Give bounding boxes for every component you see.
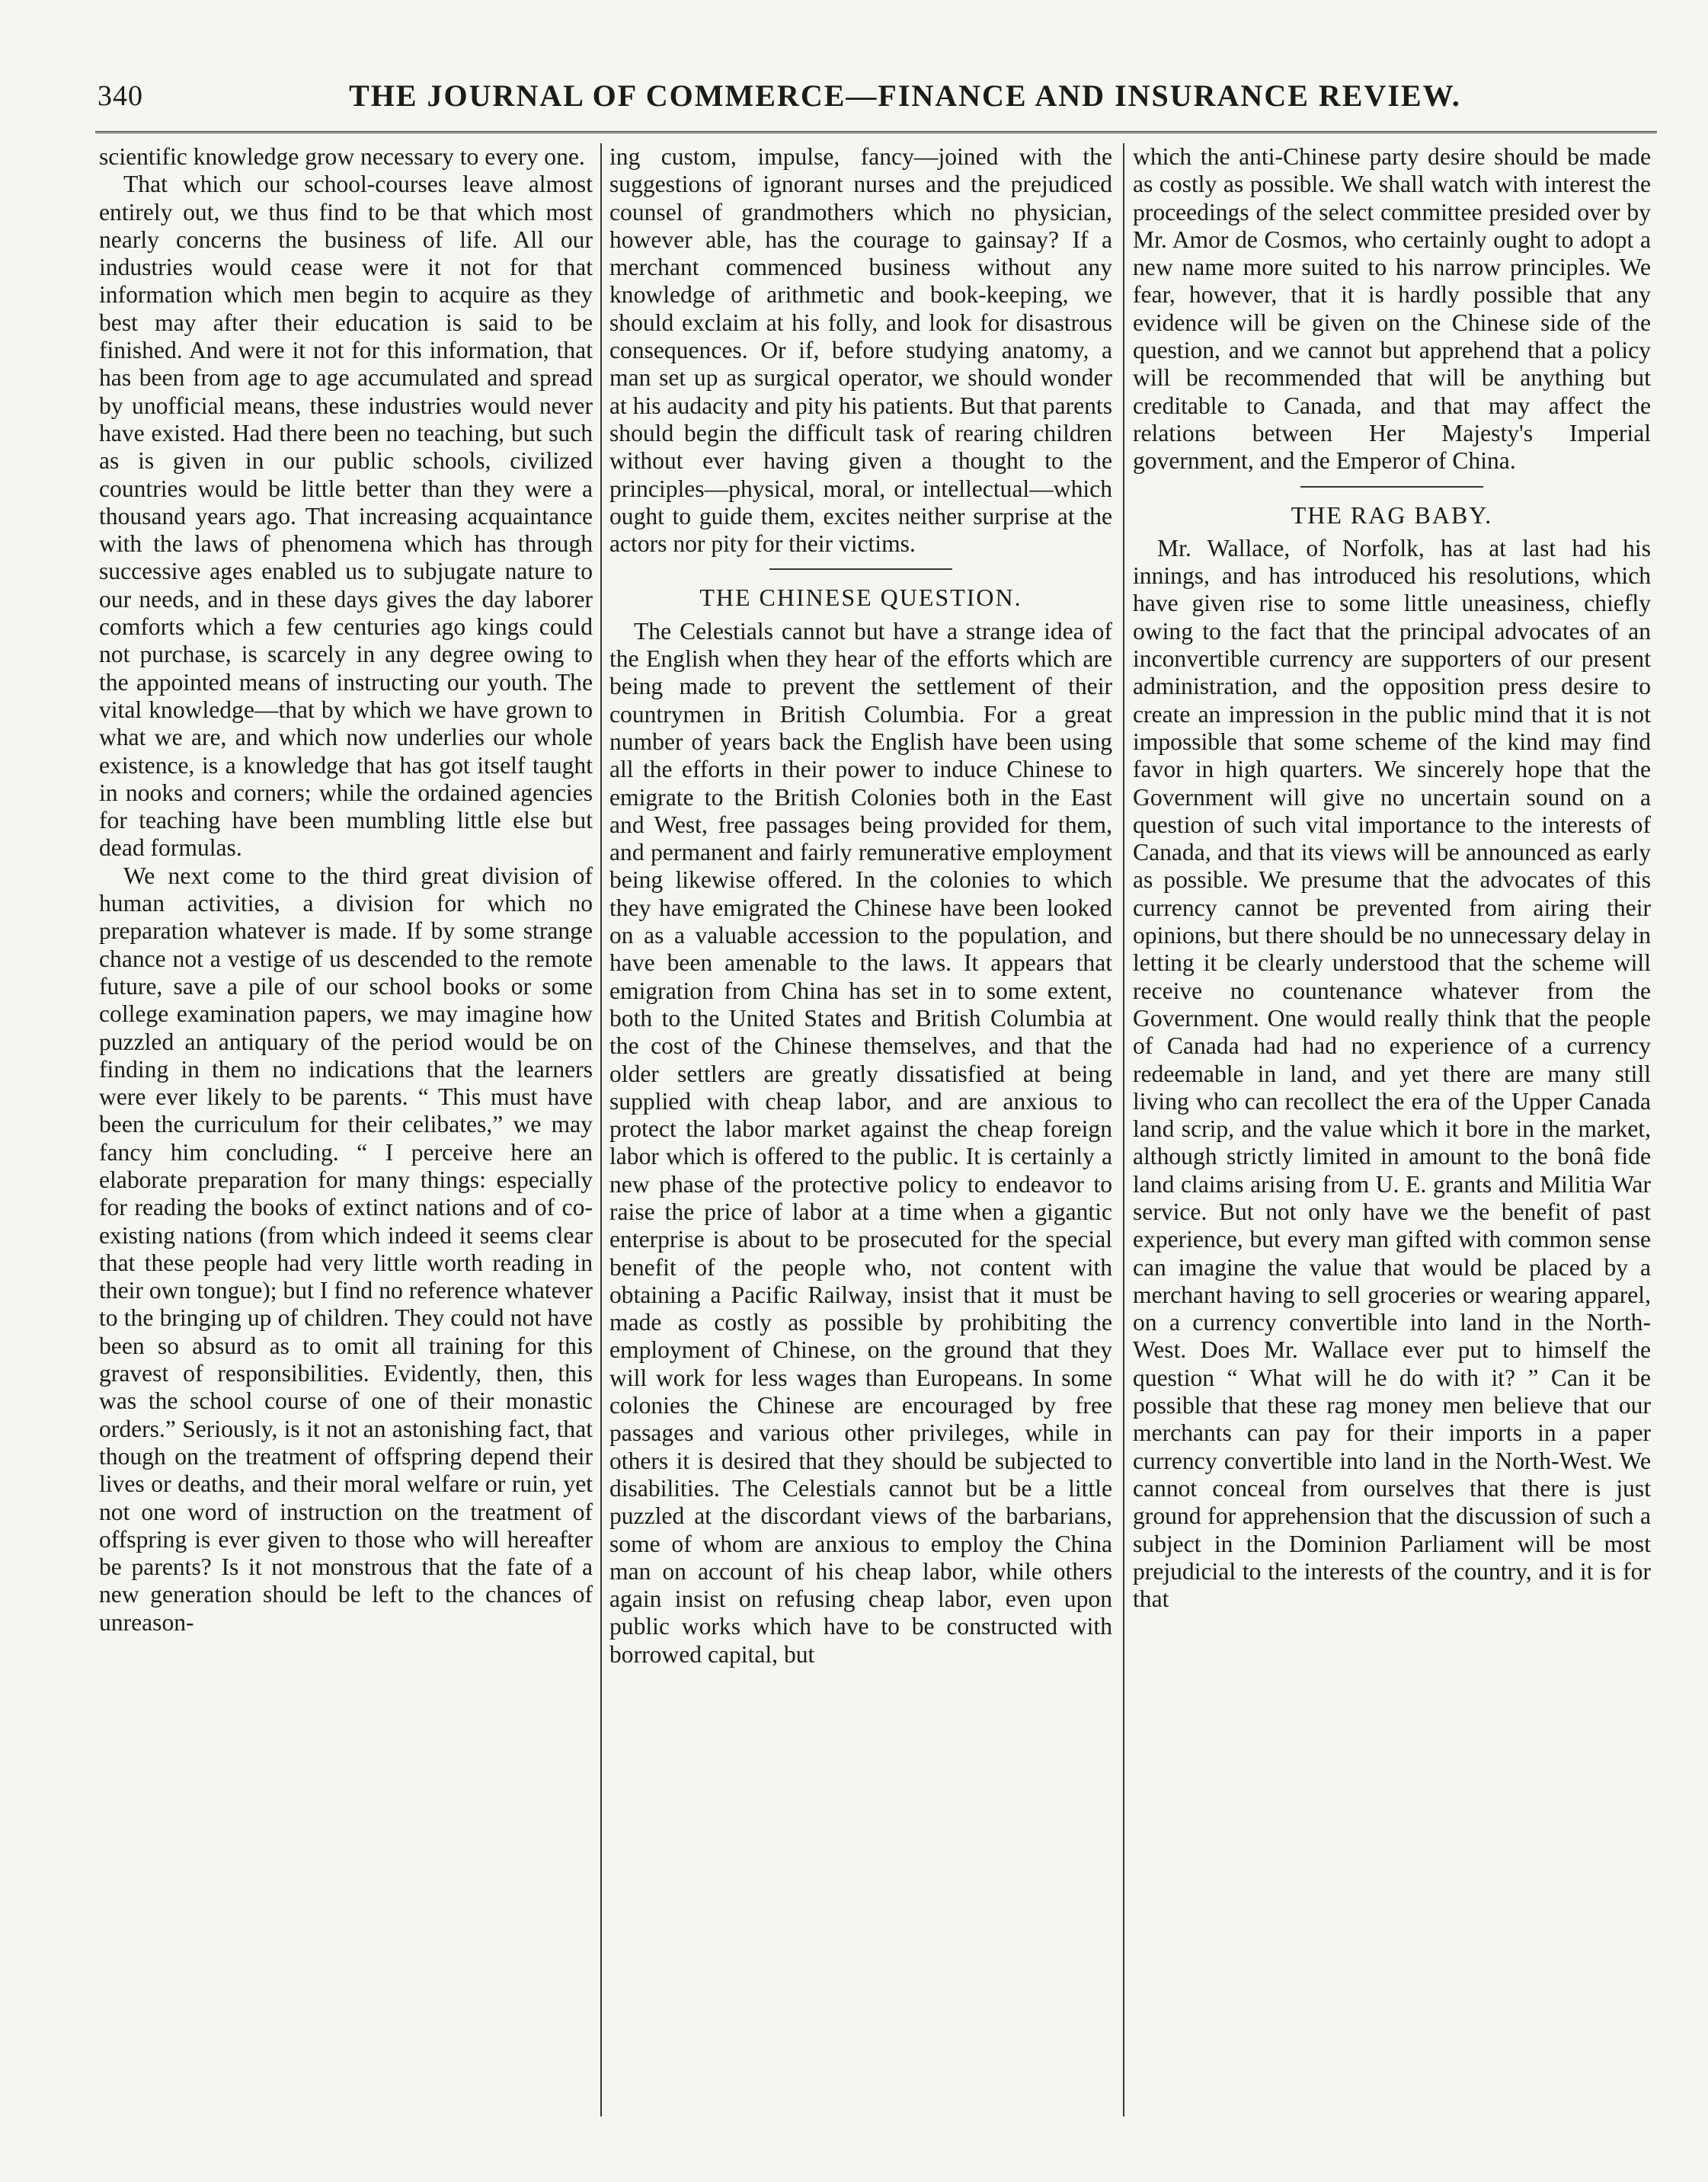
column-3-paragraph-1: which the anti-Chinese party desire should be made as costly as possible. We shall watch with interest the proceedings of the select committee presided over by Mr. Amor de Cosmos, who certainly ought to adopt a new name more suited to his narrow principles. We fear, however, that it is hardly possible that any evidence will be given on the Chinese side of the question, and we cannot but apprehend that a policy will be recommended that will be anything but creditable to Canada, and that may affect the relations between Her Majesty's Imperial government, and the Emperor of China. (1133, 143, 1651, 475)
page-number: 340 (98, 80, 143, 112)
section-separator (1300, 486, 1483, 488)
column-2-paragraph-1: ing custom, impulse, fancy—joined with the suggestions of ignorant nurses and the prejudiced counsel of grandmothers which no physician, however able, has the courage to gainsay? If a merchant commenced business without any knowledge of arithmetic and book-keeping, we should exclaim at his folly, and look for disastrous consequences. Or if, before studying anatomy, a man set up as surgical operator, we should wonder at his audacity and pity his patients. But that parents should begin the difficult task of rearing children without ever having given a thought to the principles—physical, moral, or intellectual—which ought to guide them, excites neither surprise at the actors nor pity for their victims. (609, 143, 1112, 558)
header-rule (95, 131, 1657, 133)
chinese-question-heading: THE CHINESE QUESTION. (699, 584, 1022, 612)
column-1-paragraph-1: scientific knowledge grow necessary to every one. (99, 143, 585, 170)
column-2 (609, 143, 1112, 2124)
column-2-paragraph-2: The Celestials cannot but have a strange idea of the English when they hear of the efforts which are being made to prevent the settlement of their countrymen in British Columbia. For a great number of years back the English have been using all the efforts in their power to induce Chinese to emigrate to the British Colonies both in the East and West, free passages being provided for them, and permanent and fairly remunerative employment being likewise offered. In the colonies to which they have emigrated the Chinese have been looked on as a valuable accession to the population, and have been amenable to the laws. It appears that emigration from China has set in to some extent, both to the United States and British Columbia at the cost of the Chinese themselves, and that the older settlers are greatly dissatisfied at being supplied with cheap labor, and are anxious to protect the labor market against the cheap foreign labor which is offered to the public. It is certainly a new phase of the protective policy to endeavor to raise the price of labor at a time when a gigantic enterprise is about to be prosecuted for the special benefit of the people who, not content with obtaining a Pacific Railway, insist that it must be made as costly as possible by prohibiting the employment of Chinese, on the ground that they will work for less wages than Europeans. In some colonies the Chinese are encouraged by free passages and various other privileges, while in others it is desired that they should be subjected to disabilities. The Celestials cannot but be a little puzzled at the discordant views of the barbarians, some of whom are anxious to employ the China man on account of his cheap labor, while others again insist on refusing cheap labor, even upon public works which have to be constructed with borrowed capital, but (609, 617, 1112, 1668)
rag-baby-heading: THE RAG BABY. (1291, 501, 1493, 529)
column-3-paragraph-2: Mr. Wallace, of Norfolk, has at last had his innings, and has introduced his resolutions, which have given rise to some little uneasiness, chiefly owing to the fact that the principal advocates of an inconvertible currency are supporters of our present administration, and the opposition press desire to create an impression in the public mind that it is not impossible that some scheme of the kind may find favor in high quarters. We sincerely hope that the Government will give no uncertain sound on a question of such vital importance to the interests of Canada, and that its views will be announced as early as possible. We presume that the advocates of this currency cannot be prevented from airing their opinions, but there should be no unnecessary delay in letting it be clearly understood that the scheme will receive no countenance whatever from the Government. One would really think that the people of Canada had had no experience of a currency redeemable in land, and yet there are many still living who can recollect the era of the Upper Canada land scrip, and the value which it bore in the market, although strictly limited in amount to the bonâ fide land claims arising from U. E. grants and Militia War service. But not only have we the benefit of past experience, but every man gifted with common sense can imagine the value that would be placed by a merchant having to sell groceries or wearing apparel, on a currency convertible into land in the North-West. Does Mr. Wallace ever put to himself the question “ What will he do with it? ” Can it be possible that these rag money men believe that our merchants can pay for their imports in a paper currency convertible into land in the North-West. We cannot conceal from ourselves that there is just ground for apprehension that the discussion of such a subject in the Dominion Parliament will be most prejudicial to the interests of the country, and it is for that (1133, 534, 1651, 1613)
column-1 (99, 143, 593, 2124)
column-divider-1 (600, 143, 602, 2116)
section-separator (769, 568, 952, 570)
column-3 (1133, 143, 1651, 2124)
column-1-paragraph-3: We next come to the third great division of human activities, a division for which no preparation whatever is made. If by some strange chance not a vestige of us descended to the remote future, save a pile of our school books or some college examination papers, we may imagine how puzzled an antiquary of the period would be on finding in them no indications that the learners were ever likely to be parents. “ This must have been the curriculum for their celibates,” we may fancy him concluding. “ I perceive here an elaborate preparation for many things: especially for reading the books of extinct nations and of co-existing nations (from which indeed it seems clear that these people had very little worth reading in their own tongue); but I find no reference whatever to the bringing up of children. They could not have been so absurd as to omit all training for this gravest of responsibilities. Evidently, then, this was the school course of one of their monastic orders.” Seriously, is it not an astonishing fact, that though on the treatment of offspring depend their lives or deaths, and their moral welfare or ruin, yet not one word of instruction on the treatment of offspring is ever given to those who will hereafter be parents? Is it not monstrous that the fate of a new generation should be left to the chances of unreason- (99, 862, 593, 1636)
column-divider-2 (1123, 143, 1124, 2116)
running-head (82, 75, 1652, 120)
journal-title: THE JOURNAL OF COMMERCE—FINANCE AND INSURANCE REVIEW. (349, 78, 1461, 113)
column-1-paragraph-2: That which our school-courses leave almost entirely out, we thus find to be that which most nearly concerns the business of life. All our industries would cease were it not for that information which men begin to acquire as they best may after their education is said to be finished. And were it not for this information, that has been from age to age accumulated and spread by unofficial means, these industries would never have existed. Had there been no teaching, but such as is given in our public schools, civilized countries would be little better than they were a thousand years ago. That increasing acquaintance with the laws of phenomena which has through successive ages enabled us to subjugate nature to our needs, and in these days gives the day laborer comforts which a few centuries ago kings could not purchase, is scarcely in any degree owing to the appointed means of instructing our youth. The vital knowledge—that by which we have grown to what we are, and which now underlies our whole existence, is a knowledge that has got itself taught in nooks and corners; while the ordained agencies for teaching have been mumbling little else but dead formulas. (99, 171, 593, 862)
